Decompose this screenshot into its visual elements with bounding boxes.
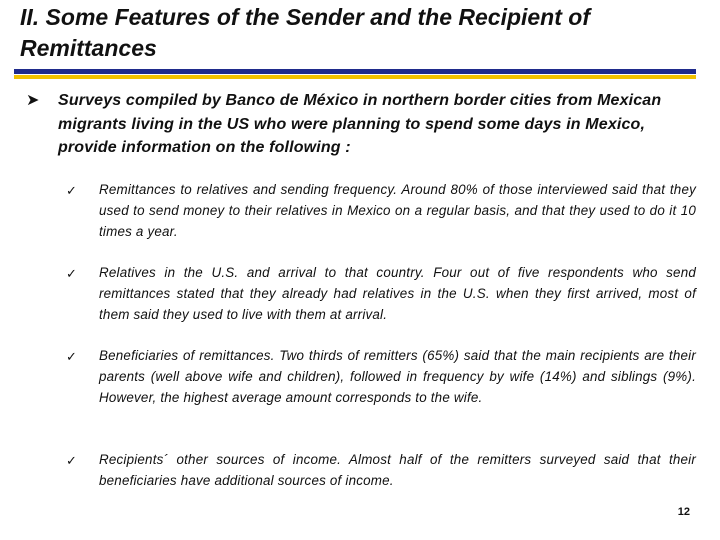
bullet-item	[66, 450, 696, 492]
bullet-item	[66, 263, 696, 325]
bullet-item	[66, 180, 696, 242]
bullet-text: Beneficiaries of remittances. Two thirds of remitters (65%) said that the main recipients are their parents (well above wife and children), followed in frequency by wife (14%) and siblings (9%). However, the highest average amount corresponds to the wife.	[99, 348, 696, 405]
bullet-text: Remittances to relatives and sending frequency. Around 80% of those interviewed said that they used to send money to their relatives in Mexico on a regular basis, and that they used to do it 10 times a year.	[99, 182, 696, 239]
title-divider-blue	[14, 69, 696, 74]
bullet-text: Relatives in the U.S. and arrival to that country. Four out of five respondents who send remittances stated that they already had relatives in the U.S. when they first arrived, most of them said they used to live with them at arrival.	[99, 265, 696, 322]
page-number: 12	[677, 506, 690, 518]
intro-paragraph	[26, 89, 698, 160]
bullet-item	[66, 346, 696, 408]
title-divider-gold	[14, 75, 696, 79]
check-icon: ✓	[66, 183, 77, 198]
slide-title: II. Some Features of the Sender and the Recipient of Remittances	[20, 4, 590, 61]
intro-text: Surveys compiled by Banco de México in northern border cities from Mexican migrants living in the US who were planning to spend some days in Mexico, provide information on the following :	[58, 92, 662, 156]
arrow-bullet-icon: ➤	[26, 92, 40, 109]
check-icon: ✓	[66, 453, 77, 468]
bullet-text: Recipients´ other sources of income. Almost half of the remitters surveyed said that their beneficiaries have additional sources of income.	[99, 452, 696, 488]
check-icon: ✓	[66, 266, 77, 281]
check-icon: ✓	[66, 349, 77, 364]
